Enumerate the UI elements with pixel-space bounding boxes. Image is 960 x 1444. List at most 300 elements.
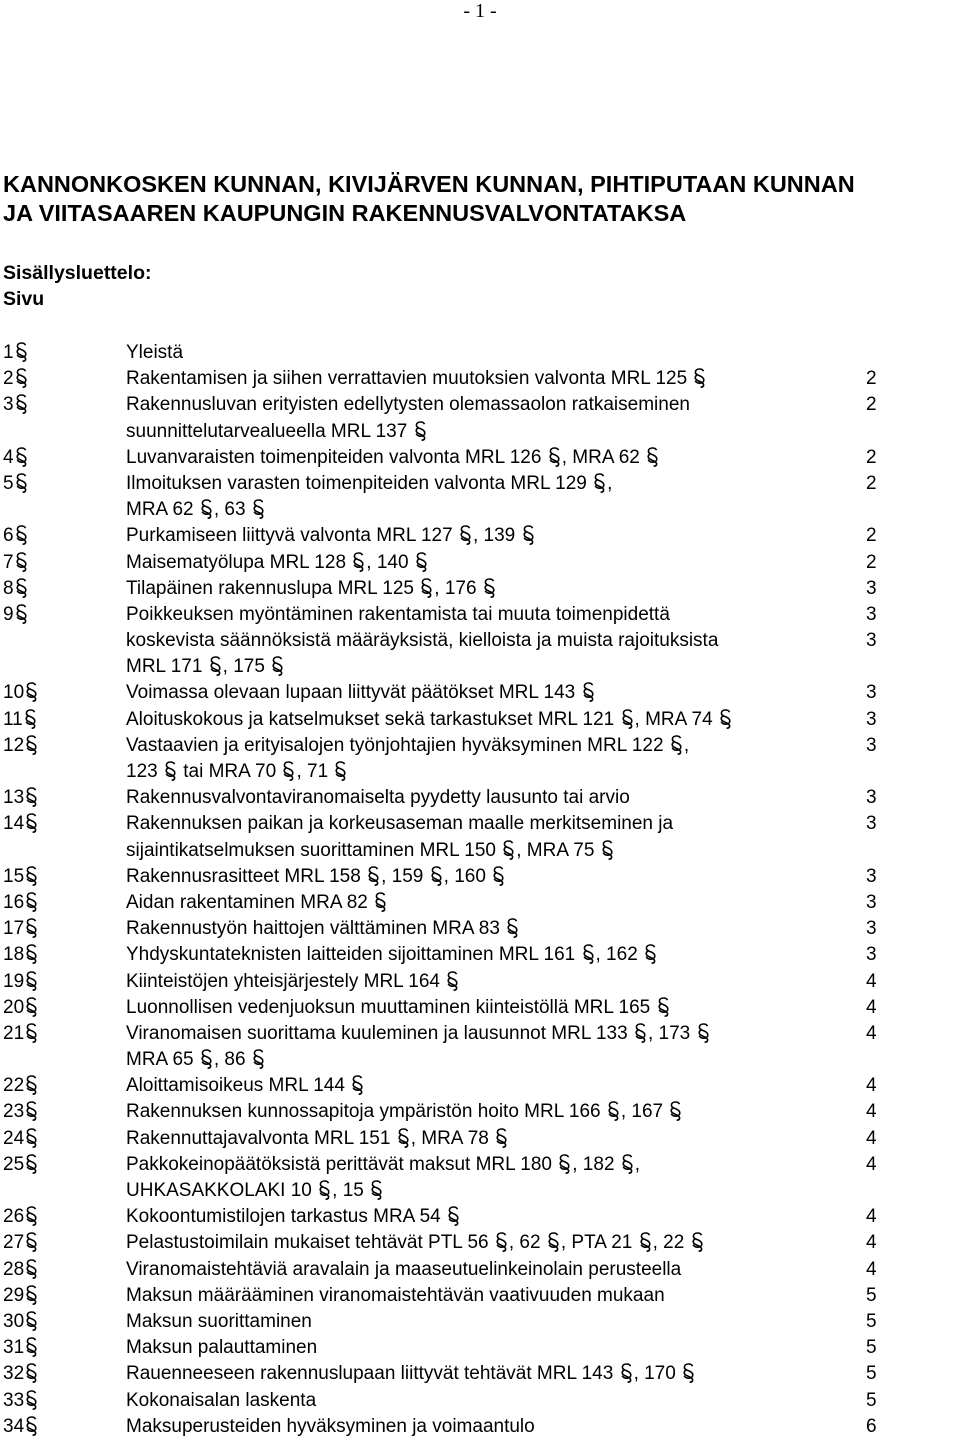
toc-text-segment: Yleistä — [126, 342, 184, 363]
section-sign-icon — [25, 944, 38, 964]
section-sign-icon — [495, 1128, 508, 1148]
section-sign-icon — [697, 1023, 710, 1043]
toc-number: 27 — [3, 1230, 39, 1256]
toc-row — [0, 523, 960, 549]
toc-number: 29 — [3, 1283, 39, 1309]
toc-text-segment: , MRA 78 — [410, 1127, 495, 1149]
toc-text — [126, 864, 506, 890]
section-sign-icon — [447, 1206, 460, 1226]
toc-text — [126, 1335, 317, 1361]
toc-number: 21 — [3, 1021, 39, 1047]
toc-number: 14 — [3, 811, 39, 837]
toc-number: 28 — [3, 1257, 39, 1283]
toc-text-segment: Maisematyölupa MRL 128 — [126, 551, 352, 573]
toc-page: 2 — [866, 368, 877, 390]
table-of-contents — [0, 340, 960, 1440]
toc-number: 6 — [3, 523, 29, 549]
section-sign-icon — [522, 525, 535, 545]
toc-text-segment: Rakennustyön haittojen välttäminen MRA 83 — [126, 918, 506, 940]
section-sign-icon — [25, 1311, 38, 1331]
toc-text-segment: , 182 — [572, 1153, 620, 1175]
section-sign-icon — [582, 944, 595, 964]
section-sign-icon — [15, 394, 28, 414]
toc-text-segment: Kiinteistöjen yhteisjärjestely MRL 164 — [126, 970, 446, 992]
toc-number: 16 — [3, 890, 39, 916]
toc-page: 3 — [866, 682, 877, 704]
toc-text-segment: suunnittelutarvealueella MRL 137 — [126, 420, 413, 442]
toc-row — [0, 785, 960, 811]
toc-number: 17 — [3, 916, 39, 942]
section-sign-icon — [25, 1259, 38, 1279]
toc-text-segment: UHKASAKKOLAKI 10 — [126, 1180, 318, 1201]
toc-row — [0, 916, 960, 942]
toc-text — [126, 1178, 384, 1204]
toc-row — [0, 550, 960, 576]
toc-row — [0, 838, 960, 864]
section-sign-icon — [15, 473, 28, 493]
section-sign-icon — [582, 682, 595, 702]
toc-text — [126, 1414, 535, 1440]
toc-text-segment: MRL 171 — [126, 656, 208, 678]
toc-text-segment: Ilmoituksen varasten toimenpiteiden valvonta MRL 129 — [126, 472, 593, 494]
toc-text-segment: Yhdyskuntateknisten laitteiden sijoittaminen MRL 161 — [126, 944, 581, 966]
section-sign-icon — [25, 813, 38, 833]
toc-text-segment: Purkamiseen liittyvä valvonta MRL 127 — [126, 525, 458, 547]
section-sign-icon — [607, 1101, 620, 1121]
toc-row — [0, 707, 960, 733]
toc-text-segment: MRA 62 — [126, 499, 199, 521]
toc-number: 20 — [3, 995, 39, 1021]
section-sign-icon — [644, 944, 657, 964]
toc-text — [126, 707, 733, 733]
section-sign-icon — [459, 525, 472, 545]
toc-page: 2 — [866, 525, 877, 547]
section-sign-icon — [25, 892, 38, 912]
toc-page: 2 — [866, 394, 877, 416]
section-sign-icon — [621, 709, 634, 729]
toc-text-segment: , 160 — [443, 865, 492, 887]
toc-text — [126, 1021, 711, 1047]
toc-page: 5 — [866, 1337, 877, 1359]
toc-row — [0, 602, 960, 628]
toc-page: 2 — [866, 446, 877, 468]
toc-text-segment: Voimassa olevaan lupaan liittyvät päätökset MRL 143 — [126, 682, 581, 704]
toc-text — [126, 497, 266, 523]
toc-text-segment: Maksun palauttaminen — [126, 1337, 318, 1359]
section-sign-icon — [15, 368, 28, 388]
toc-text — [126, 1309, 312, 1335]
section-sign-icon — [15, 578, 28, 598]
toc-page: 4 — [866, 1258, 877, 1280]
section-sign-icon — [621, 1154, 634, 1174]
toc-number: 32 — [3, 1361, 39, 1387]
toc-text-segment: , MRA 62 — [561, 446, 646, 468]
toc-row — [0, 1152, 960, 1178]
toc-text-segment: , 86 — [213, 1049, 251, 1071]
toc-text-segment: , PTA 21 — [560, 1232, 638, 1254]
toc-page: 3 — [866, 577, 877, 599]
toc-text — [126, 969, 460, 995]
toc-page: 3 — [866, 708, 877, 730]
toc-text — [126, 392, 690, 418]
section-sign-icon — [25, 866, 38, 886]
toc-text — [126, 366, 707, 392]
section-sign-icon — [548, 447, 561, 467]
toc-text — [126, 1257, 681, 1283]
section-sign-icon — [495, 1232, 508, 1252]
section-sign-icon — [25, 1363, 38, 1383]
toc-number: 31 — [3, 1335, 39, 1361]
toc-number: 15 — [3, 864, 39, 890]
section-sign-icon — [374, 892, 387, 912]
toc-row — [0, 576, 960, 602]
toc-row — [0, 1361, 960, 1387]
toc-number: 34 — [3, 1414, 39, 1440]
toc-text — [126, 523, 536, 549]
toc-page: 4 — [866, 1127, 877, 1149]
section-sign-icon — [25, 1337, 38, 1357]
section-sign-icon — [15, 552, 28, 572]
toc-text — [126, 680, 596, 706]
toc-text — [126, 995, 671, 1021]
title-line-2: JA VIITASAAREN KAUPUNGIN RAKENNUSVALVONTATAKSA — [3, 200, 687, 226]
toc-page: 3 — [866, 603, 877, 625]
section-sign-icon — [446, 971, 459, 991]
section-sign-icon — [15, 342, 28, 362]
toc-number: 3 — [3, 392, 29, 418]
toc-heading: Sisällysluettelo: — [3, 262, 152, 284]
toc-page: 4 — [866, 1101, 877, 1123]
toc-text-segment: Luonnollisen vedenjuoksun muuttaminen kiinteistöllä MRL 165 — [126, 996, 656, 1018]
toc-text-segment: , — [634, 1153, 641, 1175]
toc-text — [126, 890, 388, 916]
toc-row — [0, 1178, 960, 1204]
section-sign-icon — [601, 840, 614, 860]
toc-page: 2 — [866, 551, 877, 573]
section-sign-icon — [639, 1232, 652, 1252]
toc-text-segment: , 22 — [652, 1232, 690, 1254]
toc-row — [0, 1335, 960, 1361]
toc-number: 10 — [3, 680, 39, 706]
toc-row — [0, 340, 960, 366]
section-sign-icon — [506, 918, 519, 938]
toc-text — [126, 759, 348, 785]
toc-text-segment: , 63 — [213, 499, 251, 521]
section-sign-icon — [502, 840, 515, 860]
toc-page: 3 — [866, 865, 877, 887]
toc-text — [126, 1361, 696, 1387]
toc-row — [0, 1047, 960, 1073]
toc-number: 5 — [3, 471, 29, 497]
section-sign-icon — [646, 447, 659, 467]
toc-text — [126, 1283, 665, 1309]
toc-text — [126, 916, 520, 942]
toc-text-segment: Maksun määrääminen viranomaistehtävän vaativuuden mukaan — [126, 1284, 665, 1306]
section-sign-icon — [25, 1232, 38, 1252]
toc-text-segment: Rakennuksen paikan ja korkeusaseman maalle merkitseminen ja — [126, 813, 674, 835]
toc-text-segment: , 15 — [332, 1180, 370, 1201]
section-sign-icon — [620, 1363, 633, 1383]
toc-page: 4 — [866, 1022, 877, 1044]
section-sign-icon — [334, 761, 347, 781]
section-sign-icon — [271, 656, 284, 676]
toc-text-segment: Rakennusvalvontaviranomaiselta pyydetty lausunto tai arvio — [126, 787, 630, 809]
section-sign-icon — [483, 578, 496, 598]
section-sign-icon — [15, 525, 28, 545]
toc-number: 7 — [3, 550, 29, 576]
toc-text — [126, 1073, 365, 1099]
toc-text-segment: , — [683, 734, 690, 756]
section-sign-icon — [657, 997, 670, 1017]
toc-row — [0, 995, 960, 1021]
toc-text — [126, 1152, 640, 1178]
document-title — [3, 170, 958, 228]
section-sign-icon — [15, 447, 28, 467]
section-sign-icon — [25, 997, 38, 1017]
section-sign-icon — [25, 1390, 38, 1410]
toc-page: 4 — [866, 1075, 877, 1097]
section-sign-icon — [25, 787, 38, 807]
section-sign-icon — [397, 1128, 410, 1148]
toc-text-segment: Pelastustoimilain mukaiset tehtävät PTL 56 — [126, 1232, 494, 1254]
section-sign-icon — [25, 1206, 38, 1226]
toc-row — [0, 942, 960, 968]
toc-text-segment: Viranomaisen suorittama kuuleminen ja lausunnot MRL 133 — [126, 1022, 633, 1044]
toc-number: 18 — [3, 942, 39, 968]
toc-text — [126, 576, 497, 602]
section-sign-icon — [25, 1128, 38, 1148]
section-sign-icon — [25, 1101, 38, 1121]
toc-text-segment: , 71 — [296, 761, 334, 782]
section-sign-icon — [691, 1232, 704, 1252]
toc-page: 4 — [866, 1206, 877, 1228]
section-sign-icon — [25, 735, 38, 755]
section-sign-icon — [25, 1416, 38, 1436]
toc-text — [126, 1099, 683, 1125]
toc-text-segment: Kokonaisalan laskenta — [126, 1389, 317, 1411]
toc-text-segment: Rakennusrasitteet MRL 158 — [126, 865, 367, 887]
section-sign-icon — [282, 761, 295, 781]
section-sign-icon — [593, 473, 606, 493]
toc-text-segment: 123 — [126, 761, 163, 782]
section-sign-icon — [693, 368, 706, 388]
section-sign-icon — [25, 1023, 38, 1043]
toc-row — [0, 890, 960, 916]
toc-row — [0, 366, 960, 392]
toc-text-segment: Rauenneeseen rakennuslupaan liittyvät tehtävät MRL 143 — [126, 1363, 619, 1385]
toc-row — [0, 969, 960, 995]
toc-row — [0, 680, 960, 706]
section-sign-icon — [414, 421, 427, 441]
toc-row — [0, 445, 960, 471]
section-sign-icon — [492, 866, 505, 886]
toc-row — [0, 1073, 960, 1099]
toc-text-segment: , 176 — [434, 577, 482, 599]
toc-text — [126, 1126, 509, 1152]
toc-row — [0, 471, 960, 497]
toc-page: 5 — [866, 1363, 877, 1385]
toc-page: 4 — [866, 1153, 877, 1175]
toc-page: 3 — [866, 944, 877, 966]
toc-row — [0, 654, 960, 680]
toc-text-segment: Kokoontumistilojen tarkastus MRA 54 — [126, 1206, 446, 1228]
toc-text-segment: , 139 — [472, 525, 521, 547]
toc-row — [0, 1309, 960, 1335]
toc-number: 8 — [3, 576, 29, 602]
section-sign-icon — [430, 866, 443, 886]
toc-text-segment: Luvanvaraisten toimenpiteiden valvonta MRL 126 — [126, 446, 547, 468]
toc-number: 26 — [3, 1204, 39, 1230]
toc-row — [0, 1099, 960, 1125]
toc-text — [126, 1047, 266, 1073]
toc-text-segment: Tilapäinen rakennuslupa MRL 125 — [126, 577, 420, 599]
toc-number: 19 — [3, 969, 39, 995]
toc-text-segment: , 167 — [620, 1101, 669, 1123]
toc-page: 5 — [866, 1284, 877, 1306]
toc-text-segment: Maksun suorittaminen — [126, 1310, 312, 1332]
toc-text-segment: sijaintikatselmuksen suorittaminen MRL 150 — [126, 839, 502, 861]
toc-text-segment: tai MRA 70 — [177, 761, 282, 782]
toc-text-segment: Rakennuksen kunnossapitoja ympäristön hoito MRL 166 — [126, 1101, 606, 1123]
section-sign-icon — [351, 1075, 364, 1095]
toc-text-segment: Viranomaistehtäviä aravalain ja maaseutuelinkeinolain perusteella — [126, 1258, 682, 1280]
toc-number: 24 — [3, 1126, 39, 1152]
toc-text — [126, 811, 673, 837]
section-sign-icon — [25, 918, 38, 938]
toc-row — [0, 733, 960, 759]
toc-text-segment: Maksuperusteiden hyväksyminen ja voimaantulo — [126, 1415, 535, 1437]
toc-row — [0, 419, 960, 445]
toc-text-segment: MRA 65 — [126, 1049, 199, 1071]
toc-page: 3 — [866, 734, 877, 756]
section-sign-icon — [209, 656, 222, 676]
toc-text-segment: , 140 — [366, 551, 414, 573]
toc-page: 4 — [866, 970, 877, 992]
section-sign-icon — [25, 971, 38, 991]
toc-row — [0, 1388, 960, 1414]
toc-number: 30 — [3, 1309, 39, 1335]
toc-number: 25 — [3, 1152, 39, 1178]
section-sign-icon — [200, 1049, 213, 1069]
toc-text — [126, 838, 615, 864]
toc-row — [0, 811, 960, 837]
toc-row — [0, 1414, 960, 1440]
toc-page: 3 — [866, 630, 877, 652]
toc-text — [126, 942, 658, 968]
toc-row — [0, 759, 960, 785]
toc-number: 11 — [3, 707, 38, 733]
section-sign-icon — [719, 709, 732, 729]
toc-page: 3 — [866, 813, 877, 835]
toc-text — [126, 785, 630, 811]
toc-text — [126, 1230, 705, 1256]
section-sign-icon — [682, 1363, 695, 1383]
toc-page: 3 — [866, 787, 877, 809]
toc-page: 3 — [866, 918, 877, 940]
toc-text-segment: Rakentamisen ja siihen verrattavien muutoksien valvonta MRL 125 — [126, 368, 693, 390]
section-sign-icon — [252, 499, 265, 519]
toc-row — [0, 1204, 960, 1230]
page-number: - 1 - — [463, 0, 497, 22]
toc-number: 22 — [3, 1073, 39, 1099]
toc-number: 9 — [3, 602, 29, 628]
section-sign-icon — [25, 682, 38, 702]
toc-text-segment: Rakennuttajavalvonta MRL 151 — [126, 1127, 396, 1149]
toc-number: 33 — [3, 1388, 39, 1414]
toc-text-segment: , 175 — [222, 656, 271, 678]
toc-page: 3 — [866, 891, 877, 913]
toc-row — [0, 1230, 960, 1256]
toc-text-segment: koskevista säännöksistä määräyksistä, kielloista ja muista rajoituksista — [126, 630, 719, 652]
toc-page: 4 — [866, 1232, 877, 1254]
toc-text-segment: Vastaavien ja erityisalojen työnjohtajien hyväksyminen MRL 122 — [126, 734, 669, 756]
toc-row — [0, 628, 960, 654]
toc-text-segment: , 162 — [595, 944, 644, 966]
toc-number: 13 — [3, 785, 39, 811]
toc-number: 2 — [3, 366, 29, 392]
section-sign-icon — [670, 735, 683, 755]
toc-text — [126, 1204, 461, 1230]
page-column-heading: Sivu — [3, 288, 45, 310]
section-sign-icon — [252, 1049, 265, 1069]
section-sign-icon — [370, 1180, 383, 1200]
toc-page: 6 — [866, 1415, 877, 1437]
toc-text-segment: Pakkokeinopäätöksistä perittävät maksut MRL 180 — [126, 1153, 558, 1175]
toc-text-segment: , 159 — [381, 865, 429, 887]
toc-row — [0, 1126, 960, 1152]
toc-text — [126, 628, 718, 654]
toc-text — [126, 654, 285, 680]
section-sign-icon — [25, 1075, 38, 1095]
section-sign-icon — [420, 578, 433, 598]
toc-text-segment: Aidan rakentaminen MRA 82 — [126, 891, 374, 913]
toc-number: 1 — [3, 340, 29, 366]
toc-row — [0, 392, 960, 418]
toc-page: 5 — [866, 1389, 877, 1411]
section-sign-icon — [25, 1285, 38, 1305]
toc-text-segment: Poikkeuksen myöntäminen rakentamista tai muuta toimenpidettä — [126, 603, 670, 625]
title-line-1: KANNONKOSKEN KUNNAN, KIVIJÄRVEN KUNNAN, PIHTIPUTAAN KUNNAN — [3, 171, 855, 197]
toc-text — [126, 550, 429, 576]
section-sign-icon — [164, 761, 177, 781]
section-sign-icon — [15, 604, 28, 624]
toc-text-segment: Aloituskokous ja katselmukset sekä tarkastukset MRL 121 — [126, 708, 620, 730]
toc-text — [126, 445, 660, 471]
toc-text-segment: , MRA 74 — [634, 708, 718, 730]
toc-text-segment: , 170 — [633, 1363, 682, 1385]
section-sign-icon — [24, 709, 37, 729]
section-sign-icon — [547, 1232, 560, 1252]
toc-row — [0, 1021, 960, 1047]
toc-row — [0, 864, 960, 890]
section-sign-icon — [367, 866, 380, 886]
toc-text — [126, 1388, 316, 1414]
toc-text-segment: , 62 — [508, 1232, 546, 1254]
toc-text-segment: , 173 — [647, 1022, 696, 1044]
section-sign-icon — [634, 1023, 647, 1043]
toc-text — [126, 733, 689, 759]
section-sign-icon — [318, 1180, 331, 1200]
section-sign-icon — [558, 1154, 571, 1174]
toc-number: 4 — [3, 445, 29, 471]
toc-text-segment: Aloittamisoikeus MRL 144 — [126, 1075, 351, 1097]
section-sign-icon — [669, 1101, 682, 1121]
section-sign-icon — [352, 552, 365, 572]
toc-page: 5 — [866, 1310, 877, 1332]
toc-page: 2 — [866, 472, 877, 494]
section-sign-icon — [415, 552, 428, 572]
section-sign-icon — [200, 499, 213, 519]
